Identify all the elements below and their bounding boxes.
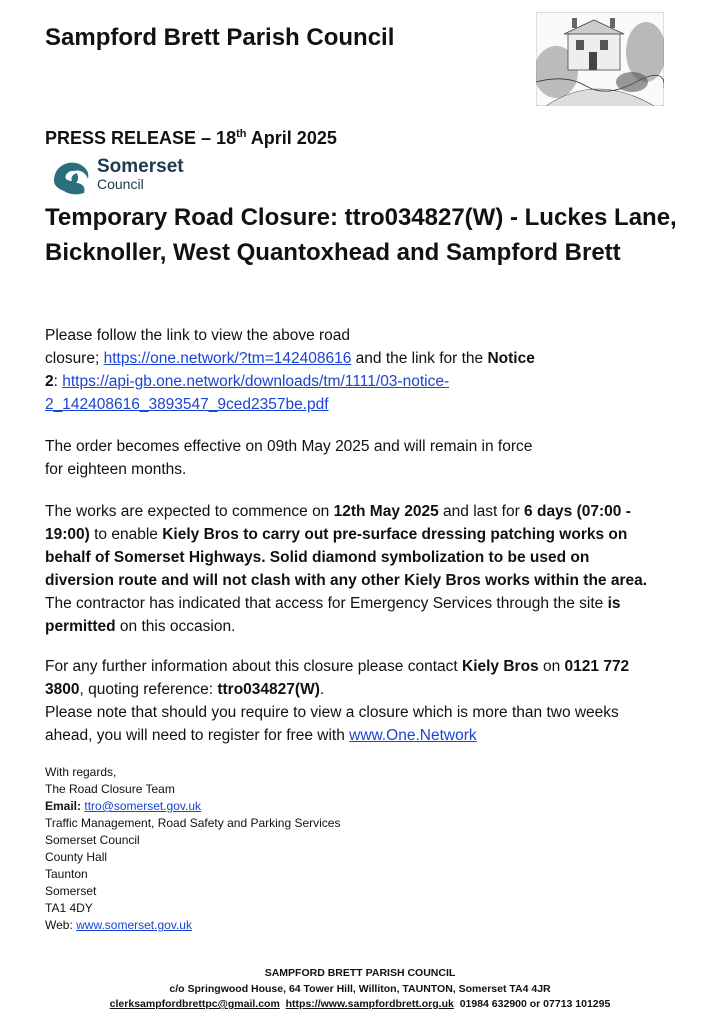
footer-email[interactable]: clerksampfordbrettpc@gmail.com: [109, 998, 280, 1010]
headline: Temporary Road Closure: ttro034827(W) - Luckes Lane, Bicknoller, West Quantoxhead and Sampford Brett: [45, 204, 677, 266]
notice-2-link[interactable]: https://api-gb.one.network/downloads/tm/1111/03-notice-: [62, 373, 450, 390]
notice-2-link-cont[interactable]: 2_142408616_3893547_9ced2357be.pdf: [45, 396, 329, 413]
logo-wordmark: [97, 157, 184, 191]
council-name-heading: Sampford Brett Parish Council: [45, 24, 395, 51]
paragraph-links: Please follow the link to view the above road closure; https://one.network/?tm=142408616 and the link for the Notice 2: https://api-gb.one.network/downloads/tm/1111/03-notice- 2_142408616_3893547_9ced2357be.pdf: [45, 327, 535, 413]
logo-somerset: Somerset: [97, 156, 184, 177]
press-release-date: PRESS RELEASE – 18th April 2025: [45, 128, 337, 148]
somerset-web-link[interactable]: www.somerset.gov.uk: [76, 918, 192, 932]
paragraph-works: The works are expected to commence on 12th May 2025 and last for 6 days (07:00 - 19:00) to enable Kiely Bros to carry out pre-surface dressing patching works on behalf of Somerset Highways. Solid diamond symbolization to be used on diversion route and will not clash with any other Kiely Bros works within the area. The contractor has indicated that access for Emergency Services through the site is permitted on this occasion.: [45, 503, 648, 635]
logo-council: Council: [97, 176, 144, 192]
paragraph-effective-date: The order becomes effective on 09th May 2025 and will remain in force for eighteen months.: [45, 438, 533, 478]
signature-block: With regards, The Road Closure Team Email: ttro@somerset.gov.uk Traffic Management, Road Safety and Parking Services Somerset Council County Hall Taunton Somerset TA1 4DY Web: www.somerset.gov.uk: [45, 765, 341, 932]
footer-address: c/o Springwood House, 64 Tower Hill, Williton, TAUNTON, Somerset TA4 4JR: [169, 982, 551, 995]
paragraph-contact: For any further information about this closure please contact Kiely Bros on 0121 772 3800, quoting reference: ttro034827(W). Please note that should you require to view a closure which is more than two weeks ahead, you will need to register for free with www.One.Network: [45, 658, 630, 744]
village-sketch-image: [536, 12, 664, 106]
footer: [0, 966, 720, 1013]
footer-phones: 01984 632900 or 07713 101295: [459, 998, 611, 1010]
email-link[interactable]: ttro@somerset.gov.uk: [84, 799, 202, 813]
footer-council-name: SAMPFORD BRETT PARISH COUNCIL: [264, 967, 456, 979]
footer-website[interactable]: https://www.sampfordbrett.org.uk: [285, 998, 454, 1010]
one-network-register-link[interactable]: www.One.Network: [349, 727, 477, 744]
one-network-link[interactable]: https://one.network/?tm=142408616: [103, 350, 352, 367]
